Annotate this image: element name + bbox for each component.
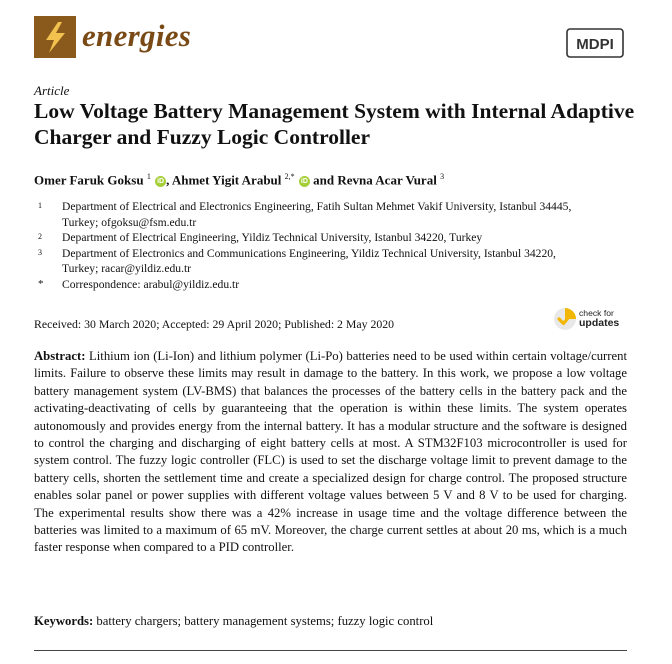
abstract-label: Abstract:: [34, 349, 86, 363]
orcid-icon[interactable]: iD: [157, 178, 165, 186]
author-list: [34, 172, 444, 188]
divider: [34, 650, 627, 651]
correspondence-text[interactable]: Correspondence: arabul@yildiz.edu.tr: [62, 277, 240, 291]
author-name[interactable]: Omer Faruk Goksu: [34, 172, 144, 188]
article-type: Article: [34, 83, 70, 98]
abstract-text: Lithium ion (Li-Ion) and lithium polymer (Li-Po) batteries need to be used within certain voltage/current limits. Failure to observe these limits may result in damage to the battery. In this work, we propose a low voltage battery management system (LV-BMS) that balances the processes of the battery cells in the battery pack and the activating-deactivating of cells by guaranteeing that the operation is within these limits. The system operates autonomously and provides energy from the internal battery. It has a modular structure and the software is designed to control the charging and discharging of eight battery cells at most. A STM32F103 microcontroller is used for system control. The fuzzy logic controller (FLC) is used to set the discharge voltage limit to prevent damage to the battery cells, shorten the settlement time and create a specialized design for charge control. The proposed structure enables solar panel or power supplies with different voltage values between 5 V and 8 V to be used for charging. The experimental results show there was a 42% increase in usage time and the voltage difference between the batteries was limited to a maximum of 65 mV. Moreover, the charge current settles at about 20 ms, which is a much faster response when compared to a PID controller.: [34, 349, 628, 555]
check-for-updates-icon: [553, 305, 579, 333]
affiliation-text: Department of Electrical Engineering, Yildiz Technical University, Istanbul 34220, Turkey: [62, 231, 483, 245]
affiliation-item: [34, 230, 594, 246]
author-name[interactable]: Revna Acar Vural: [337, 172, 437, 188]
affiliation-item: [34, 246, 594, 277]
affiliations: [34, 199, 594, 293]
orcid-icon[interactable]: iD: [300, 178, 308, 186]
abstract: [34, 348, 627, 557]
paper-title: Low Voltage Battery Management System with Internal Adaptive Charger and Fuzzy Logic Controller: [34, 99, 635, 149]
keywords-label: Keywords:: [34, 614, 94, 628]
check-for-label: check for: [579, 308, 614, 318]
affiliation-item: [34, 199, 594, 230]
affiliation-text: Department of Electrical and Electronics Engineering, Fatih Sultan Mehmet Vakif University, Istanbul 34445, Turkey; ofgoksu@fsm.edu.tr: [62, 200, 572, 229]
keywords: [34, 614, 433, 629]
check-for-updates-button[interactable]: [553, 305, 625, 333]
author-sup: 1: [146, 172, 151, 181]
journal-name[interactable]: energies: [82, 18, 192, 53]
author-sup: 3: [440, 172, 445, 181]
author-separator: and: [309, 172, 338, 188]
affiliation-number: 2: [38, 232, 42, 242]
keywords-text: battery chargers; battery management systems; fuzzy logic control: [96, 614, 434, 628]
mdpi-logo-icon[interactable]: [566, 28, 624, 58]
publisher-name: MDPI: [576, 36, 614, 53]
journal-logo-icon: [34, 16, 76, 58]
author-sup: 2,*: [284, 172, 295, 181]
author-name[interactable]: Ahmet Yigit Arabul: [171, 172, 282, 188]
affiliation-text: Department of Electronics and Communications Engineering, Yildiz Technical University, Istanbul 34220, Turkey; racar@yildiz.edu.tr: [62, 246, 556, 276]
affiliation-number: *: [38, 277, 44, 290]
publication-dates: Received: 30 March 2020; Accepted: 29 April 2020; Published: 2 May 2020: [34, 317, 395, 331]
updates-label: updates: [579, 317, 620, 329]
affiliation-number: 3: [38, 247, 42, 257]
author-separator: ,: [166, 172, 172, 188]
correspondence-item: [34, 277, 594, 293]
affiliation-number: 1: [38, 201, 42, 210]
